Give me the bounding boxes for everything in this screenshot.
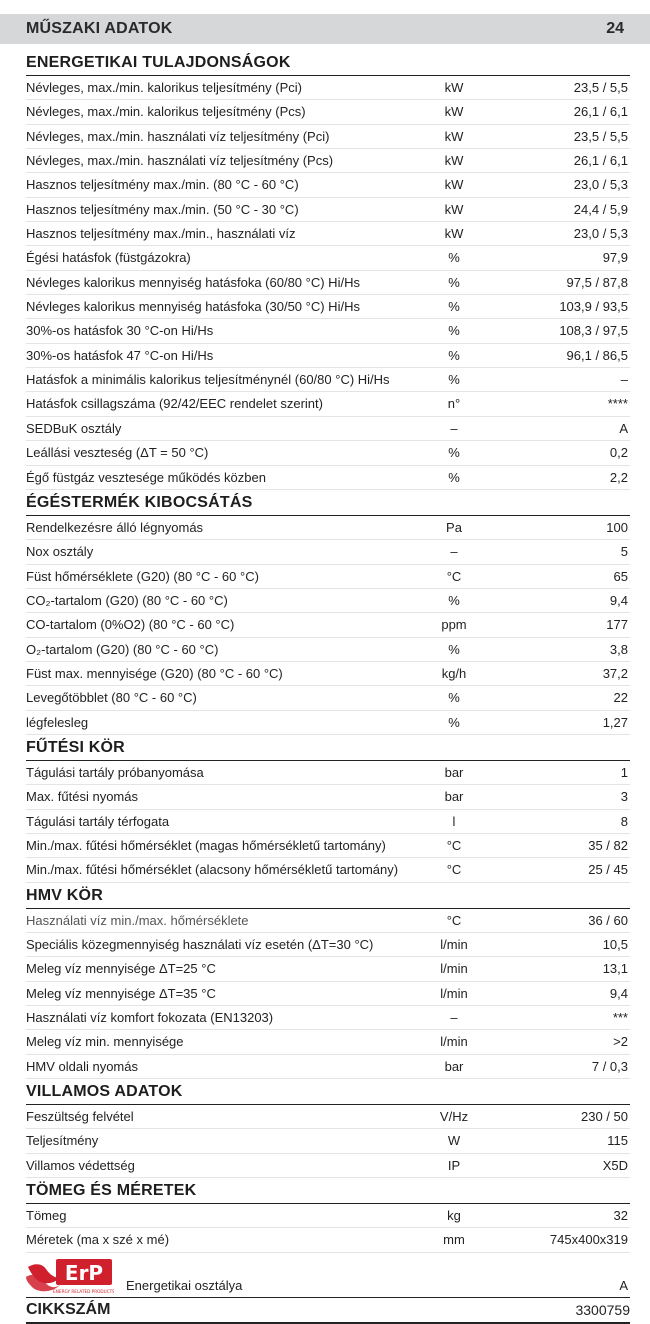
- row-value: 0,2: [609, 445, 628, 461]
- table-row: [26, 810, 630, 834]
- erp-energy-class-row: [26, 1253, 630, 1298]
- table-row: [26, 149, 630, 173]
- row-label: Villamos védettség: [26, 1157, 135, 1173]
- row-label: Használati víz komfort fokozata (EN13203): [26, 1010, 274, 1026]
- row-unit: %: [448, 445, 460, 461]
- row-label: Tömeg: [26, 1208, 67, 1224]
- table-row: [26, 662, 630, 686]
- row-value: >2: [613, 1034, 628, 1050]
- table-row: [26, 198, 630, 222]
- row-value: X5D: [602, 1157, 628, 1173]
- row-label: Névleges kalorikus mennyiség hatásfoka (30/50 °C) Hi/Hs: [26, 299, 360, 315]
- row-unit: bar: [444, 764, 464, 780]
- section-heading: ÉGÉSTERMÉK KIBOCSÁTÁS: [26, 490, 630, 516]
- row-unit: %: [448, 347, 460, 363]
- row-value: 96,1 / 86,5: [566, 347, 628, 363]
- row-unit: ppm: [441, 617, 467, 633]
- erp-label: Energetikai osztálya: [126, 1277, 243, 1293]
- row-label: Névleges, max./min. használati víz teljesítmény (Pcs): [26, 153, 334, 169]
- row-label: Leállási veszteség (ΔT = 50 °C): [26, 445, 209, 461]
- row-unit: kW: [444, 201, 464, 217]
- table-row: [26, 909, 630, 933]
- row-label: CO₂-tartalom (G20) (80 °C - 60 °C): [26, 592, 228, 608]
- row-unit: l: [452, 813, 456, 829]
- row-value: 26,1 / 6,1: [573, 153, 628, 169]
- row-unit: kW: [444, 104, 464, 120]
- page-header: [0, 14, 650, 44]
- table-row: [26, 222, 630, 246]
- row-unit: l/min: [440, 1034, 468, 1050]
- row-label: Hasznos teljesítmény max./min., használati víz: [26, 226, 296, 242]
- table-row: [26, 858, 630, 882]
- table-row: [26, 173, 630, 197]
- table-row: [26, 271, 630, 295]
- row-label: Méretek (ma x szé x mé): [26, 1232, 170, 1248]
- row-value: –: [620, 372, 628, 388]
- row-unit: kW: [444, 80, 464, 95]
- table-row: [26, 1105, 630, 1129]
- table-row: [26, 565, 630, 589]
- table-row: [26, 1055, 630, 1079]
- table-row: [26, 417, 630, 441]
- row-value: ****: [607, 396, 628, 412]
- row-unit: %: [448, 299, 460, 315]
- row-label: Meleg víz mennyisége ΔT=25 °C: [26, 961, 216, 977]
- row-label: Hatásfok csillagszáma (92/42/EEC rendelet szerint): [26, 396, 323, 412]
- row-unit: V/Hz: [439, 1109, 469, 1125]
- table-row: [26, 638, 630, 662]
- row-label: SEDBuK osztály: [26, 420, 122, 436]
- row-label: Füst max. mennyisége (G20) (80 °C - 60 °C): [26, 665, 283, 681]
- table-row: [26, 957, 630, 981]
- table-row: [26, 1129, 630, 1153]
- table-row: [26, 441, 630, 465]
- row-unit: mm: [443, 1232, 465, 1248]
- row-value: 25 / 45: [588, 862, 628, 878]
- table-row: [26, 295, 630, 319]
- row-value: 5: [620, 544, 628, 560]
- page-number: 24: [606, 20, 624, 37]
- table-row: [26, 613, 630, 637]
- row-value: 23,5 / 5,5: [573, 128, 628, 144]
- row-unit: bar: [444, 789, 464, 805]
- row-unit: n°: [447, 396, 461, 412]
- row-unit: kW: [444, 153, 464, 169]
- row-value: 3: [620, 789, 628, 805]
- row-unit: %: [448, 250, 460, 266]
- row-value: 115: [607, 1133, 628, 1149]
- article-number-row: [26, 1298, 630, 1324]
- row-label: Használati víz min./max. hőmérséklete: [26, 912, 249, 928]
- row-unit: W: [447, 1133, 461, 1149]
- row-unit: %: [448, 690, 460, 706]
- row-label: HMV oldali nyomás: [26, 1058, 138, 1074]
- table-row: [26, 344, 630, 368]
- row-label: Meleg víz min. mennyisége: [26, 1034, 184, 1050]
- row-label: Tágulási tartály térfogata: [26, 813, 170, 829]
- row-value: 32: [613, 1208, 628, 1224]
- table-row: [26, 589, 630, 613]
- row-value: 8: [620, 813, 628, 829]
- row-value: 23,0 / 5,3: [573, 226, 628, 242]
- table-row: [26, 785, 630, 809]
- row-unit: kW: [444, 226, 464, 242]
- row-label: Levegőtöbblet (80 °C - 60 °C): [26, 690, 197, 706]
- erp-logo-text: ErP: [64, 1260, 104, 1285]
- row-unit: °C: [446, 568, 462, 584]
- row-label: légfelesleg: [26, 714, 89, 730]
- row-value: 2,2: [609, 469, 628, 485]
- row-unit: kW: [444, 177, 464, 193]
- row-unit: kg: [447, 1208, 461, 1224]
- row-unit: –: [450, 544, 458, 560]
- row-value: 230 / 50: [581, 1109, 628, 1125]
- row-label: Tágulási tartály próbanyomása: [26, 764, 204, 780]
- row-value: 108,3 / 97,5: [559, 323, 628, 339]
- row-unit: –: [450, 1010, 458, 1026]
- row-unit: kg/h: [441, 665, 467, 681]
- table-row: [26, 540, 630, 564]
- row-label: Hasznos teljesítmény max./min. (50 °C - 30 °C): [26, 201, 299, 217]
- row-value: 10,5: [602, 937, 628, 952]
- row-unit: %: [448, 641, 460, 657]
- row-value: 1: [620, 764, 628, 780]
- page-title: MŰSZAKI ADATOK: [26, 20, 173, 37]
- row-label: Névleges, max./min. használati víz teljesítmény (Pci): [26, 128, 330, 144]
- section-heading: VILLAMOS ADATOK: [26, 1079, 630, 1105]
- table-row: [26, 368, 630, 392]
- row-value: 97,9: [602, 250, 628, 266]
- table-row: [26, 100, 630, 124]
- row-label: 30%-os hatásfok 30 °C-on Hi/Hs: [26, 323, 214, 339]
- row-unit: Pa: [446, 519, 462, 535]
- row-label: Névleges, max./min. kalorikus teljesítmény (Pcs): [26, 104, 306, 120]
- row-value: 177: [606, 617, 628, 633]
- table-row: [26, 466, 630, 490]
- spec-table: [26, 50, 630, 1324]
- row-label: Max. fűtési nyomás: [26, 789, 138, 805]
- row-label: Feszültség felvétel: [26, 1109, 134, 1125]
- row-value: 9,4: [609, 985, 628, 1001]
- table-row: [26, 125, 630, 149]
- table-row: [26, 1006, 630, 1030]
- erp-logo-icon: [26, 1255, 114, 1297]
- row-value: 37,2: [602, 665, 628, 681]
- row-value: 65: [613, 568, 628, 584]
- row-value: 97,5 / 87,8: [566, 274, 628, 290]
- row-label: Min./max. fűtési hőmérséklet (magas hőmérsékletű tartomány): [26, 837, 386, 853]
- table-row: [26, 834, 630, 858]
- table-row: [26, 1228, 630, 1252]
- row-label: CO-tartalom (0%O2) (80 °C - 60 °C): [26, 617, 235, 633]
- row-label: Meleg víz mennyisége ΔT=35 °C: [26, 985, 216, 1001]
- row-value: 9,4: [609, 592, 628, 608]
- table-row: [26, 246, 630, 270]
- row-value: 35 / 82: [588, 837, 628, 853]
- row-value: 1,27: [602, 714, 628, 730]
- row-label: Nox osztály: [26, 544, 94, 560]
- row-value: 7 / 0,3: [591, 1058, 628, 1074]
- table-row: [26, 319, 630, 343]
- row-value: 100: [606, 519, 628, 535]
- row-value: 103,9 / 93,5: [559, 299, 628, 315]
- row-value: 36 / 60: [588, 912, 628, 928]
- table-row: [26, 982, 630, 1006]
- row-unit: %: [448, 714, 460, 730]
- row-label: Névleges, max./min. kalorikus teljesítmény (Pci): [26, 80, 302, 95]
- row-unit: °C: [446, 837, 462, 853]
- row-unit: %: [448, 372, 460, 388]
- row-unit: –: [450, 420, 458, 436]
- table-row: [26, 711, 630, 735]
- row-unit: °C: [446, 862, 462, 878]
- table-row: [26, 1030, 630, 1054]
- table-row: [26, 76, 630, 100]
- row-unit: l/min: [440, 961, 468, 977]
- table-row: [26, 1204, 630, 1228]
- row-value: 23,0 / 5,3: [573, 177, 628, 193]
- row-value: 26,1 / 6,1: [573, 104, 628, 120]
- row-unit: %: [448, 469, 460, 485]
- row-value: 23,5 / 5,5: [573, 80, 628, 95]
- row-label: O₂-tartalom (G20) (80 °C - 60 °C): [26, 641, 219, 657]
- article-number-label: CIKKSZÁM: [26, 1300, 111, 1318]
- row-label: Névleges kalorikus mennyiség hatásfoka (60/80 °C) Hi/Hs: [26, 274, 360, 290]
- row-unit: IP: [447, 1157, 461, 1173]
- row-unit: bar: [444, 1058, 464, 1074]
- row-value: 22: [613, 690, 628, 706]
- row-unit: l/min: [440, 937, 468, 952]
- section-heading: HMV KÖR: [26, 883, 630, 909]
- table-row: [26, 1154, 630, 1178]
- row-unit: %: [448, 592, 460, 608]
- row-unit: %: [448, 323, 460, 339]
- section-heading: TÖMEG ÉS MÉRETEK: [26, 1178, 630, 1204]
- section-heading: FŰTÉSI KÖR: [26, 735, 630, 761]
- row-unit: %: [448, 274, 460, 290]
- row-value: ***: [612, 1010, 628, 1026]
- row-label: Hasznos teljesítmény max./min. (80 °C - 60 °C): [26, 177, 299, 193]
- row-label: Rendelkezésre álló légnyomás: [26, 519, 204, 535]
- row-label: Teljesítmény: [26, 1133, 99, 1149]
- table-row: [26, 933, 630, 957]
- row-label: Min./max. fűtési hőmérséklet (alacsony hőmérsékletű tartomány): [26, 862, 399, 878]
- row-value: A: [619, 420, 628, 436]
- row-value: 24,4 / 5,9: [573, 201, 628, 217]
- erp-logo-subtext: ENERGY RELATED PRODUCTS: [53, 1288, 114, 1294]
- article-number-value: 3300759: [575, 1301, 630, 1318]
- table-row: [26, 516, 630, 540]
- row-label: Füst hőmérséklete (G20) (80 °C - 60 °C): [26, 568, 259, 584]
- row-label: Égési hatásfok (füstgázokra): [26, 250, 191, 266]
- table-row: [26, 761, 630, 785]
- row-unit: °C: [446, 912, 462, 928]
- table-row: [26, 392, 630, 416]
- row-unit: l/min: [440, 985, 468, 1001]
- row-label: Speciális közegmennyiség használati víz esetén (ΔT=30 °C): [26, 937, 374, 952]
- row-value: 745x400x319: [549, 1232, 628, 1248]
- row-unit: kW: [444, 128, 464, 144]
- table-row: [26, 686, 630, 710]
- erp-value: A: [619, 1277, 628, 1293]
- row-label: Égő füstgáz vesztesége működés közben: [26, 469, 266, 485]
- row-label: Hatásfok a minimális kalorikus teljesítménynél (60/80 °C) Hi/Hs: [26, 372, 390, 388]
- section-heading: ENERGETIKAI TULAJDONSÁGOK: [26, 50, 630, 76]
- row-value: 13,1: [602, 961, 628, 977]
- row-value: 3,8: [609, 641, 628, 657]
- row-label: 30%-os hatásfok 47 °C-on Hi/Hs: [26, 347, 214, 363]
